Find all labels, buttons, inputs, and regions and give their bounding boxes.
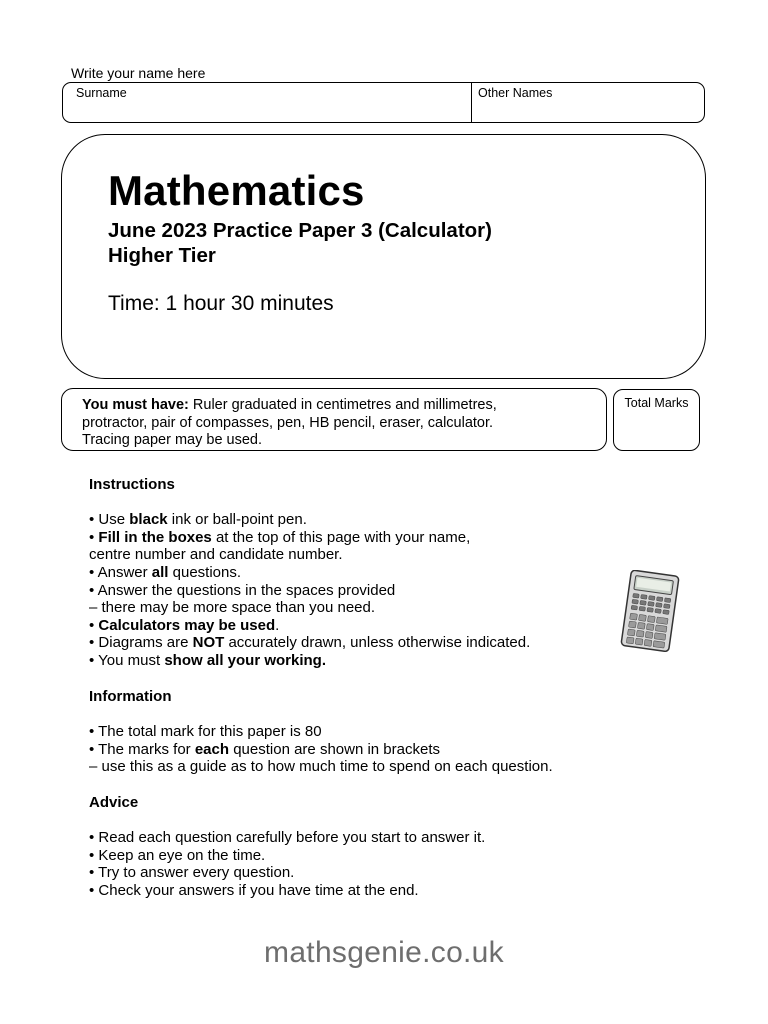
total-marks-label: Total Marks bbox=[624, 396, 689, 410]
information-item: – use this as a guide as to how much time to spend on each question. bbox=[89, 758, 553, 776]
instruction-item: • Answer all questions. bbox=[89, 563, 242, 581]
advice-item: • Read each question carefully before you start to answer it. bbox=[89, 829, 486, 847]
advice-item: • Try to answer every question. bbox=[89, 864, 295, 882]
instruction-item: • Answer the questions in the spaces provided bbox=[89, 581, 396, 599]
instructions-section bbox=[89, 476, 530, 670]
requirements-box bbox=[61, 388, 607, 451]
requirements-lead: You must have: bbox=[82, 397, 189, 413]
name-box bbox=[62, 82, 705, 123]
time-allowed: Time: 1 hour 30 minutes bbox=[108, 292, 334, 315]
title-box bbox=[61, 134, 706, 379]
total-marks-box bbox=[613, 389, 700, 451]
instruction-item: • Use black ink or ball-point pen. bbox=[89, 511, 307, 529]
tier-label: Higher Tier bbox=[108, 244, 216, 267]
name-prompt: Write your name here bbox=[71, 65, 206, 81]
requirements-text: Tracing paper may be used. bbox=[82, 432, 263, 448]
information-heading: Information bbox=[89, 688, 172, 705]
advice-item: • Check your answers if you have time at the end. bbox=[89, 881, 419, 899]
advice-item: • Keep an eye on the time. bbox=[89, 846, 266, 864]
information-item: • The marks for each question are shown in brackets bbox=[89, 740, 440, 758]
calculator-icon bbox=[620, 570, 682, 652]
surname-field[interactable]: Surname bbox=[76, 86, 127, 100]
requirements-text: Ruler graduated in centimetres and millimetres, bbox=[188, 397, 497, 413]
instruction-item: centre number and candidate number. bbox=[89, 546, 343, 564]
name-divider bbox=[471, 83, 472, 122]
information-item: • The total mark for this paper is 80 bbox=[89, 723, 322, 741]
site-footer: mathsgenie.co.uk bbox=[264, 936, 504, 969]
instruction-item: • Diagrams are NOT accurately drawn, unless otherwise indicated. bbox=[89, 634, 531, 652]
other-names-field[interactable]: Other Names bbox=[478, 86, 553, 100]
instruction-item: • Calculators may be used. bbox=[89, 616, 280, 634]
paper-title: June 2023 Practice Paper 3 (Calculator) bbox=[108, 219, 492, 242]
instruction-item: • Fill in the boxes at the top of this page with your name, bbox=[89, 528, 471, 546]
instruction-item: • You must show all your working. bbox=[89, 651, 327, 669]
instructions-heading: Instructions bbox=[89, 476, 175, 493]
information-section bbox=[89, 688, 553, 776]
subject-title: Mathematics bbox=[108, 167, 365, 214]
instruction-item: – there may be more space than you need. bbox=[89, 599, 376, 617]
requirements-text: protractor, pair of compasses, pen, HB pencil, eraser, calculator. bbox=[82, 414, 494, 431]
advice-section bbox=[89, 794, 485, 900]
advice-heading: Advice bbox=[89, 794, 139, 811]
